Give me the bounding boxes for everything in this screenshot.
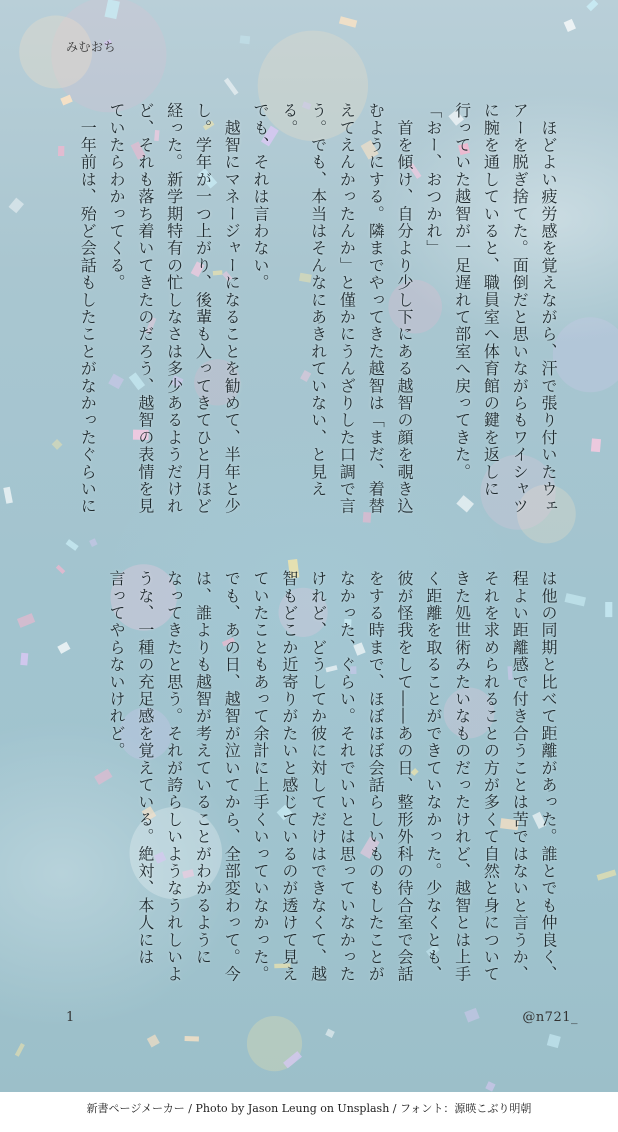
confetti-piece — [52, 439, 63, 450]
text-line: し。学年が一つ上がり、後輩も入ってきてひと月ほど — [193, 102, 213, 515]
confetti-piece — [224, 78, 239, 96]
text-line: えてえんかったんか」と僅かにうんざりした口調で言 — [337, 102, 357, 515]
text-line: ほどよい疲労感を覚えながら、汗で張り付いたウェ — [539, 102, 558, 515]
confetti-piece — [240, 35, 251, 44]
confetti-piece — [464, 1008, 479, 1023]
text-line: けれど、どうしてか彼に対してだけはできなくて、越 — [308, 570, 328, 983]
page-number: 1 — [66, 1010, 75, 1025]
confetti-piece — [597, 870, 617, 881]
text-line: でも、あの日、越智が泣いてから、全部変わって。今 — [222, 570, 242, 983]
bokeh-dot — [553, 317, 618, 392]
text-line: 行っていた越智が一足遅れて部室へ戻ってきた。 — [452, 102, 472, 481]
confetti-piece — [591, 438, 601, 452]
confetti-piece — [3, 487, 13, 504]
text-line: ていたこともあって余計に上手くいっていなかった。 — [251, 570, 271, 983]
confetti-piece — [66, 539, 79, 551]
confetti-piece — [325, 1029, 335, 1038]
text-line: 智もどこか近寄りがたいと感じているのが透けて見え — [279, 570, 299, 983]
text-block-lower — [62, 570, 562, 990]
confetti-piece — [586, 0, 598, 11]
text-line: 首を傾け、自分より少し下にある越智の顔を覗き込 — [395, 102, 415, 515]
text-line: ど、それも落ち着いてきたのだろう、越智の表情を見 — [135, 102, 155, 515]
confetti-piece — [339, 16, 357, 28]
text-line: 越智にマネージャーになることを勧めて、半年と少 — [222, 102, 242, 515]
text-line: 程よい距離感で付き合うことは苦ではないと言うか、 — [510, 570, 530, 983]
author-name: みむおち — [66, 40, 117, 54]
text-line: 彼が怪我をして――あの日、整形外科の待合室で会話 — [395, 570, 415, 983]
text-line: に腕を通していると、職員室へ体育館の鍵を返しに — [481, 102, 501, 498]
text-line: は、誰よりも越智が考えていることがわかるように — [193, 570, 213, 966]
text-line: う。でも、本当はそんなにあきれていない、と見える。 — [279, 102, 328, 498]
text-line: でも、それは言わない。 — [251, 102, 271, 292]
text-line: は他の同期と比べて距離があった。誰とでも仲良く、 — [539, 570, 558, 983]
text-line: それを求められることの方が多くて自然と身について — [481, 570, 501, 983]
confetti-piece — [20, 653, 28, 666]
confetti-piece — [547, 1034, 561, 1048]
text-line: なってきたと思う。それが誇らしいようなうれしいよ — [164, 570, 184, 983]
text-line: 「おー、おつかれ」 — [423, 102, 443, 257]
confetti-piece — [564, 19, 576, 32]
text-line: 言ってやらないけれど。 — [107, 570, 127, 760]
confetti-piece — [185, 1036, 199, 1042]
text-line: 経った。新学期特有の忙しなさは多少あるようだけれ — [164, 102, 184, 515]
text-line: く距離を取ることができていなかった。少なくとも、 — [423, 570, 443, 983]
confetti-piece — [147, 1034, 160, 1047]
confetti-piece — [565, 593, 586, 606]
text-block-upper — [62, 102, 562, 522]
text-line: アーを脱ぎ捨てた。面倒だと思いながらもワイシャツ — [510, 102, 530, 515]
text-line: をする時まで、ほぼほぼ会話らしいものもしたことが — [366, 570, 386, 983]
confetti-piece — [89, 538, 98, 547]
credit-line: 新書ページメーカー / Photo by Jason Leung on Unsplash / フォント：源暎こぶり明朝 — [86, 1102, 532, 1115]
text-line: ていたらわかってくる。 — [107, 102, 127, 292]
confetti-piece — [17, 613, 35, 628]
text-line: きた処世術みたいなものだったけれど、越智とは上手 — [452, 570, 472, 983]
text-line: むようにする。隣までやってきた越智は「まだ、着替 — [366, 102, 386, 515]
confetti-piece — [15, 1043, 25, 1057]
confetti-piece — [605, 602, 612, 617]
text-line: なかった、ぐらい。それでいいとは思っていなかった — [337, 570, 357, 983]
text-line: 一年前は、殆ど会話もしたことがなかったぐらいに — [78, 102, 98, 515]
confetti-piece — [485, 1081, 495, 1091]
text-line: うな、一種の充足感を覚えている。絶対、本人には — [135, 570, 155, 966]
confetti-piece — [9, 198, 24, 214]
author-handle: @n721_ — [522, 1010, 578, 1025]
